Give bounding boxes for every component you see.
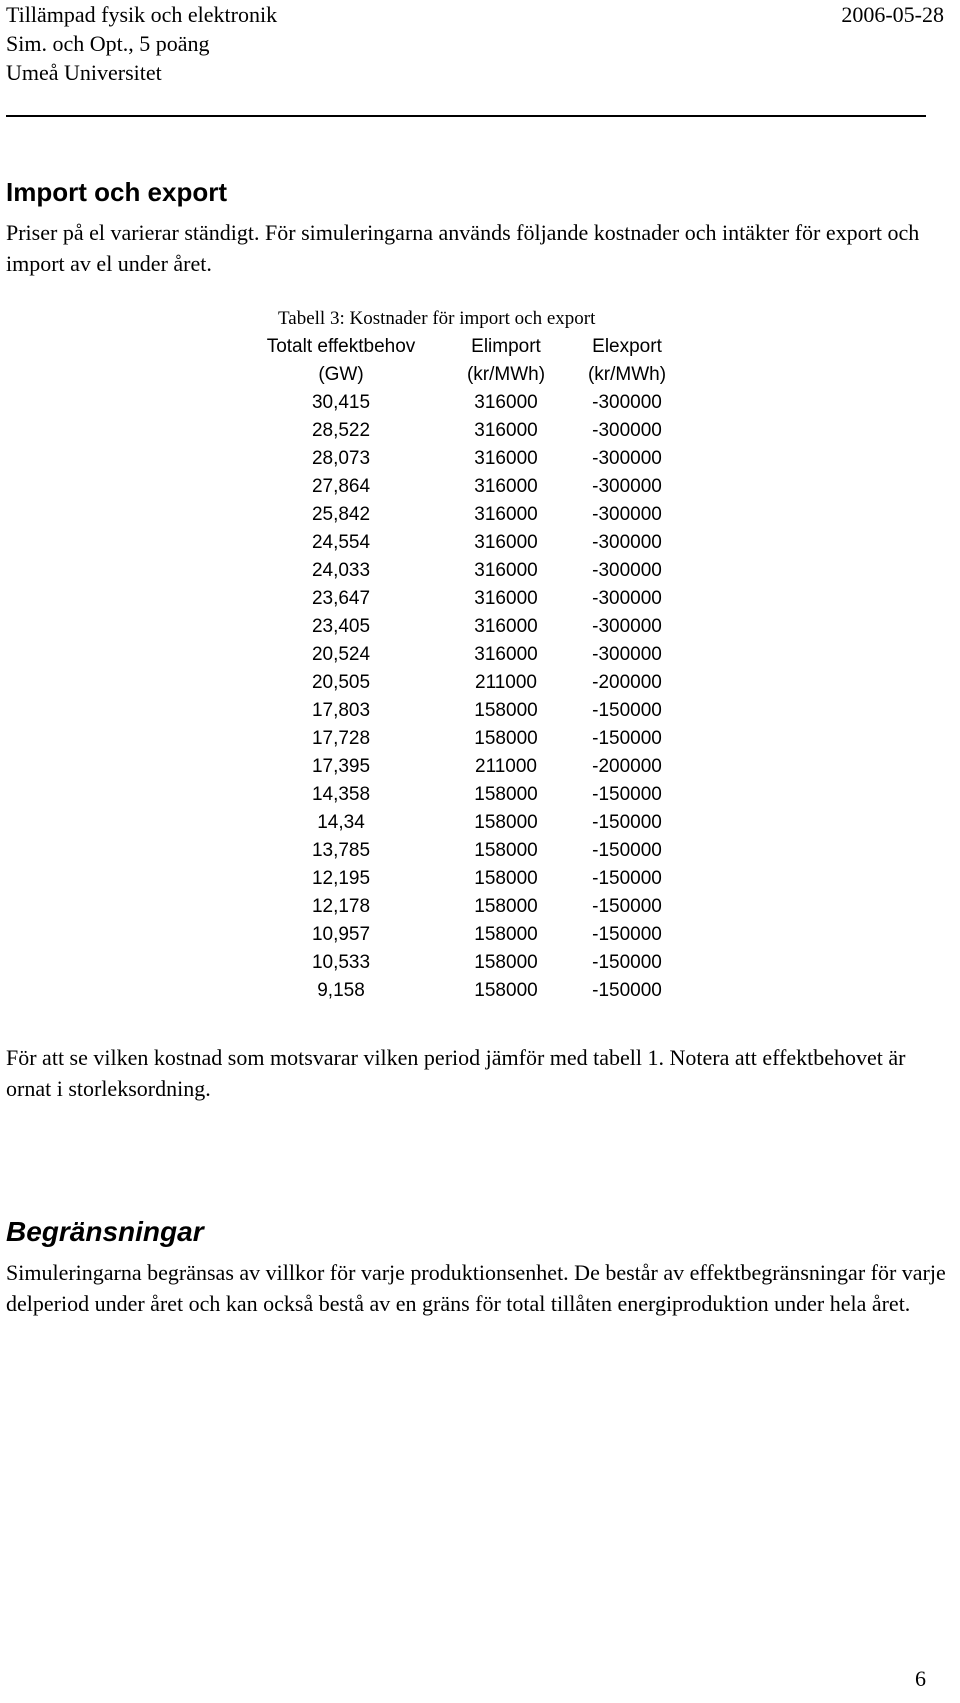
table-cell: 23,405	[311, 616, 371, 637]
table-cell: 158000	[474, 952, 538, 973]
table-cell: -150000	[592, 840, 662, 861]
table-cell: -300000	[592, 476, 662, 497]
table-cell: 316000	[474, 532, 538, 553]
table-cell: 158000	[474, 728, 538, 749]
table-cell: 316000	[474, 448, 538, 469]
table-cell: 20,505	[311, 672, 371, 693]
page-number: 6	[915, 1666, 926, 1691]
table-cell: 158000	[474, 980, 538, 1001]
table-row	[251, 837, 683, 865]
table-cell: 158000	[474, 840, 538, 861]
table-cell: 25,842	[311, 504, 371, 525]
table-cell: -200000	[592, 672, 662, 693]
table-cell: 316000	[474, 644, 538, 665]
table-cell: -150000	[592, 728, 662, 749]
table-cell: 158000	[474, 896, 538, 917]
table-cell: -150000	[592, 700, 662, 721]
table-cell: 211000	[475, 672, 537, 693]
table-cell: 30,415	[311, 392, 371, 413]
header-course: Sim. och Opt., 5 poäng	[6, 31, 210, 56]
table-row	[251, 865, 683, 893]
table-cell: 158000	[474, 784, 538, 805]
table-body	[251, 389, 683, 1005]
header-university: Umeå Universitet	[6, 60, 162, 85]
table-cell: 24,033	[311, 560, 371, 581]
table-row	[251, 753, 683, 781]
column-header: Elexport	[592, 336, 662, 357]
table-cell: 17,395	[311, 756, 371, 777]
intro-paragraph: Priser på el varierar ständigt. För simuleringarna används följande kostnader och intäkter för export och import av el under året.	[6, 220, 920, 276]
table-cell: -300000	[592, 392, 662, 413]
table-cell: 28,073	[311, 448, 371, 469]
table-cell: -300000	[592, 616, 662, 637]
table-cell: -300000	[592, 532, 662, 553]
table-row	[251, 557, 683, 585]
table-cell: 17,803	[311, 700, 371, 721]
table-cell: 316000	[474, 588, 538, 609]
table-cell: 20,524	[311, 644, 371, 665]
table-cell: -200000	[592, 756, 662, 777]
table-row	[251, 725, 683, 753]
table-cell: 316000	[474, 616, 538, 637]
table-cell: 10,533	[311, 952, 371, 973]
table-caption: Tabell 3: Kostnader för import och export	[278, 308, 596, 329]
table-cell: 316000	[474, 560, 538, 581]
table-cell: 316000	[474, 504, 538, 525]
table-cell: -300000	[592, 644, 662, 665]
table-header-row	[251, 333, 683, 361]
header-dept: Tillämpad fysik och elektronik	[6, 2, 278, 27]
table-cell: -300000	[592, 588, 662, 609]
table-cell: 10,957	[311, 924, 371, 945]
table-cell: -300000	[592, 560, 662, 581]
table-row	[251, 977, 683, 1005]
table-cell: 24,554	[311, 532, 371, 553]
table-cell: -300000	[592, 420, 662, 441]
table-row	[251, 893, 683, 921]
table-row	[251, 641, 683, 669]
table-row	[251, 921, 683, 949]
table-cell: 23,647	[311, 588, 371, 609]
table-cell: 14,358	[311, 784, 371, 805]
section-heading-import-export: Import och export	[6, 177, 228, 207]
table-cell: 9,158	[317, 980, 365, 1001]
table-row	[251, 949, 683, 977]
table-row	[251, 669, 683, 697]
table-cell: 158000	[474, 700, 538, 721]
note-paragraph: För att se vilken kostnad som motsvarar vilken period jämför med tabell 1. Notera att effektbehovet är ornat i storleksordning.	[6, 1045, 906, 1101]
table-cell: 316000	[474, 392, 538, 413]
table-cell: -150000	[592, 812, 662, 833]
table-cell: -150000	[592, 896, 662, 917]
table-unit-row	[251, 361, 683, 389]
table-cell: 27,864	[311, 476, 371, 497]
table-cell: -300000	[592, 448, 662, 469]
table-cell: -300000	[592, 504, 662, 525]
column-unit: (GW)	[318, 364, 364, 385]
table-row	[251, 697, 683, 725]
table-cell: 13,785	[311, 840, 371, 861]
table-row	[251, 781, 683, 809]
table-row	[251, 417, 683, 445]
table-cell: 14,34	[317, 812, 365, 833]
column-header: Totalt effektbehov	[266, 336, 416, 357]
column-header: Elimport	[471, 336, 541, 357]
section-heading-begransningar: Begränsningar	[6, 1216, 204, 1247]
column-unit: (kr/MWh)	[587, 364, 667, 385]
header-date: 2006-05-28	[841, 2, 944, 27]
table-cell: 17,728	[311, 728, 371, 749]
table-cell: 158000	[474, 812, 538, 833]
table-cell: 12,195	[311, 868, 371, 889]
table-row	[251, 445, 683, 473]
table-cell: 12,178	[311, 896, 371, 917]
table-cell: 158000	[474, 868, 538, 889]
table-row	[251, 613, 683, 641]
column-unit: (kr/MWh)	[466, 364, 546, 385]
table-cell: -150000	[592, 868, 662, 889]
table-row	[251, 501, 683, 529]
table-cell: 158000	[474, 924, 538, 945]
table-row	[251, 529, 683, 557]
table-cell: 28,522	[311, 420, 371, 441]
limits-paragraph: Simuleringarna begränsas av villkor för varje produktionsenhet. De består av effektbegränsningar för varje delperiod under året och kan också bestå av en gräns för total tillåten energiproduktion under hela året.	[6, 1260, 946, 1316]
header-rule	[6, 115, 926, 117]
table-row	[251, 585, 683, 613]
table-cell: -150000	[592, 924, 662, 945]
table-row	[251, 389, 683, 417]
table-cell: 316000	[474, 420, 538, 441]
table-row	[251, 473, 683, 501]
table-cell: -150000	[592, 980, 662, 1001]
table-cell: -150000	[592, 952, 662, 973]
table-cell: 316000	[474, 476, 538, 497]
table-cell: 211000	[475, 756, 537, 777]
table-row	[251, 809, 683, 837]
table-cell: -150000	[592, 784, 662, 805]
cost-table	[251, 333, 683, 1005]
